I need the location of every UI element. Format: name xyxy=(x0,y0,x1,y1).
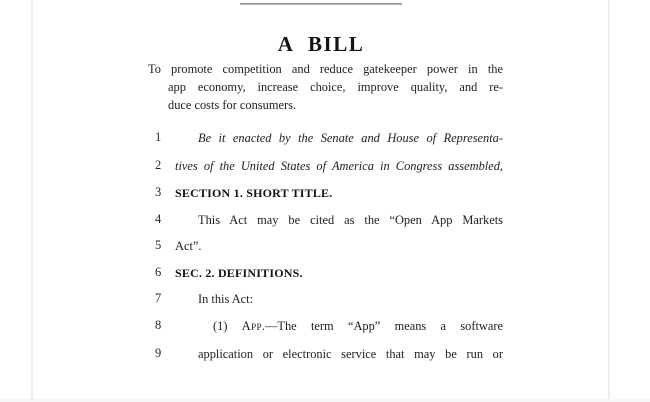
line-number: 3 xyxy=(155,185,162,199)
line-number: 2 xyxy=(155,158,162,172)
bill-line xyxy=(0,185,650,201)
line-text: application or electronic service that may be run or xyxy=(198,347,503,361)
line-number: 1 xyxy=(155,130,162,144)
line-text xyxy=(213,318,503,334)
line-number: 9 xyxy=(155,346,162,360)
section-heading: SECTION 1. SHORT TITLE. xyxy=(175,186,333,200)
line-number: 4 xyxy=(155,212,162,226)
line-text: In this Act: xyxy=(198,292,254,306)
bill-line xyxy=(0,238,650,254)
preamble-line-3: duce costs for consumers. xyxy=(168,98,297,112)
bill-line xyxy=(0,158,650,174)
line-text: Act”. xyxy=(175,239,202,253)
line-text-segment: .—The term “App” means a software xyxy=(261,319,503,333)
bill-line xyxy=(0,346,650,362)
line-number: 7 xyxy=(155,291,162,305)
bill-title: A BILL xyxy=(277,32,365,56)
bill-line xyxy=(0,130,650,146)
header-rule xyxy=(240,3,402,5)
defined-term-smallcaps: App xyxy=(241,319,262,333)
bill-line xyxy=(0,318,650,334)
line-text-segment: (1) xyxy=(213,319,242,333)
section-heading: SEC. 2. DEFINITIONS. xyxy=(175,266,303,280)
line-text: This Act may be cited as the “Open App Markets xyxy=(198,213,503,227)
page-left-border xyxy=(31,0,33,402)
preamble-line-2: app economy, increase choice, improve quality, and re- xyxy=(168,80,503,94)
line-number: 8 xyxy=(155,318,162,332)
bill-line xyxy=(0,212,650,228)
line-number: 6 xyxy=(155,265,162,279)
line-text: tives of the United States of America in Congress assembled, xyxy=(175,159,503,173)
bill-line xyxy=(0,265,650,281)
line-number: 5 xyxy=(155,238,162,252)
line-text: Be it enacted by the Senate and House of Representa- xyxy=(198,131,503,145)
bill-line xyxy=(0,291,650,307)
preamble-line-1: To promote competition and reduce gatekeeper power in the xyxy=(148,62,503,76)
page-right-border xyxy=(608,0,610,402)
